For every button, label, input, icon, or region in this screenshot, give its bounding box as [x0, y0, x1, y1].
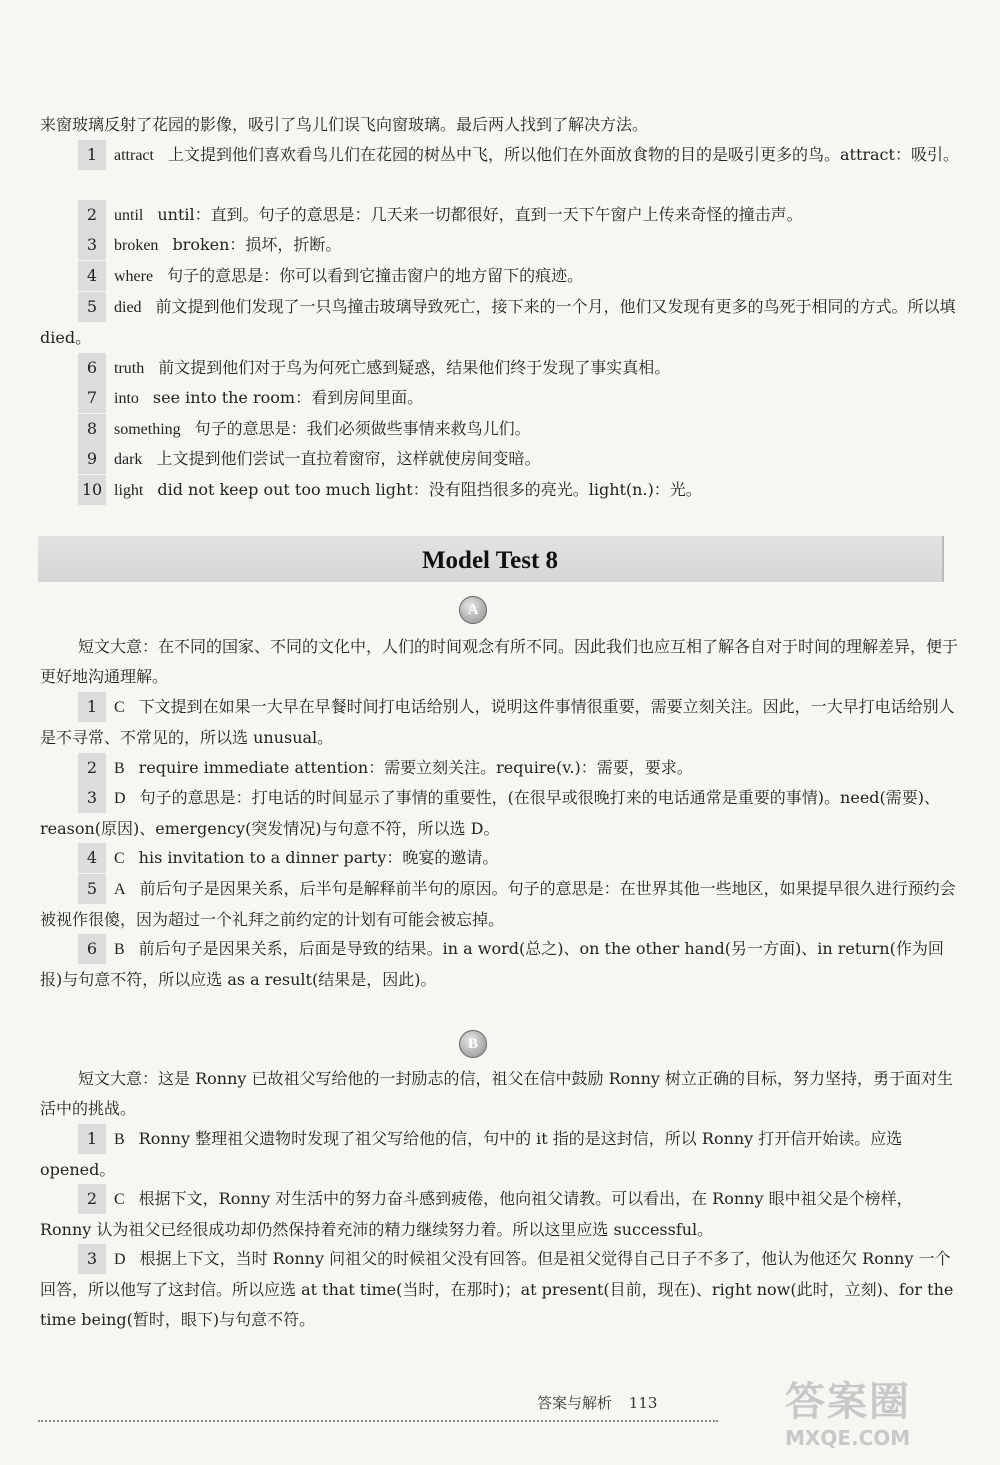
- answer-item: 3 D 根据上下文，当时 Ronny 问祖父的时候祖父没有回答。但是祖父觉得自己日子不多了，他认为他还欠 Ronny 一个回答，所以他写了这封信。所以应选 at that time(当时，在那时)；at present(目前，现在)、right now(此时，立刻)、for the time being(暂时，眼下)与句意不符。: [40, 1244, 960, 1335]
- answer-item: 6 B 前后句子是因果关系，后面是导致的结果。in a word(总之)、on the other hand(另一方面)、in return(作为回报)与句意不符，所以应选 as a result(结果是，因此)。: [40, 934, 960, 995]
- watermark-url: MXQE.COM: [785, 1426, 911, 1450]
- answer-item: 9 dark 上文提到他们尝试一直拉着窗帘，这样就使房间变暗。: [78, 444, 960, 475]
- part-a-summary: 短文大意：在不同的国家、不同的文化中，人们的时间观念有所不同。因此我们也应互相了解各自对于时间的理解差异，便于更好地沟通理解。: [40, 637, 959, 686]
- continuation-text: 来窗玻璃反射了花园的影像，吸引了鸟儿们误飞向窗玻璃。最后两人找到了解决方法。: [40, 115, 649, 134]
- answer-item: 1 B Ronny 整理祖父遗物时发现了祖父写给他的信，句中的 it 指的是这封信，所以 Ronny 打开信开始读。应选 opened。: [40, 1124, 960, 1185]
- watermark-text: 答案圈: [785, 1379, 911, 1425]
- answer-item: 3 broken broken：损坏，折断。: [78, 230, 960, 261]
- answer-item: 7 into see into the room：看到房间里面。: [78, 383, 960, 414]
- part-a-badge: A: [459, 596, 487, 624]
- answer-item: 4 where 句子的意思是：你可以看到它撞击窗户的地方留下的痕迹。: [78, 261, 960, 292]
- footer-divider: [38, 1420, 718, 1422]
- watermark: [785, 1378, 985, 1458]
- answer-item: 5 A 前后句子是因果关系，后半句是解释前半句的原因。句子的意思是：在世界其他一些地区，如果提早很久进行预约会被视作很傻，因为超过一个礼拜之前约定的计划有可能会被忘掉。: [40, 874, 960, 935]
- page-footer: [537, 1392, 657, 1413]
- answer-item: 6 truth 前文提到他们对于鸟为何死亡感到疑惑，结果他们终于发现了事实真相。: [78, 353, 960, 384]
- answer-item: 10 light did not keep out too much light：没有阻挡很多的亮光。light(n.)：光。: [78, 475, 960, 506]
- answer-item: 8 something 句子的意思是：我们必须做些事情来救鸟儿们。: [78, 414, 960, 445]
- answer-item: 1 C 下文提到在如果一大早在早餐时间打电话给别人，说明这件事情很重要，需要立刻关注。因此，一大早打电话给别人是不寻常、不常见的，所以选 unusual。: [40, 692, 960, 753]
- answer-item: 1 attract 上文提到他们喜欢看鸟儿们在花园的树丛中飞，所以他们在外面放食物的目的是吸引更多的鸟。attract：吸引。: [40, 140, 960, 171]
- answer-item: 2 until until：直到。句子的意思是：几天来一切都很好，直到一天下午窗户上传来奇怪的撞击声。: [78, 200, 960, 231]
- answer-item: 5 died 前文提到他们发现了一只鸟撞击玻璃导致死亡，接下来的一个月，他们又发现有更多的鸟死于相同的方式。所以填 died。: [40, 292, 960, 353]
- answer-item: 4 C his invitation to a dinner party：晚宴的邀请。: [78, 843, 960, 874]
- footer-label: 答案与解析: [537, 1394, 613, 1412]
- section-title-band: [38, 536, 944, 582]
- page-number: 113: [628, 1394, 658, 1412]
- answer-item: 2 B require immediate attention：需要立刻关注。require(v.)：需要，要求。: [78, 753, 960, 784]
- section-title: Model Test 8: [421, 547, 559, 574]
- part-b-badge: B: [459, 1030, 487, 1058]
- part-b-summary: 短文大意：这是 Ronny 已故祖父写给他的一封励志的信，祖父在信中鼓励 Ronny 树立正确的目标，努力坚持，勇于面对生活中的挑战。: [40, 1069, 954, 1118]
- answer-item: 3 D 句子的意思是：打电话的时间显示了事情的重要性，(在很早或很晚打来的电话通常是重要的事情)。need(需要)、reason(原因)、emergency(突发情况)与句意不符，所以选 D。: [40, 783, 960, 844]
- answer-item: 2 C 根据下文，Ronny 对生活中的努力奋斗感到疲倦，他向祖父请教。可以看出，在 Ronny 眼中祖父是个榜样，Ronny 认为祖父已经很成功却仍然保持着充沛的精力继续努力着。所以这里应选 successful。: [40, 1184, 960, 1245]
